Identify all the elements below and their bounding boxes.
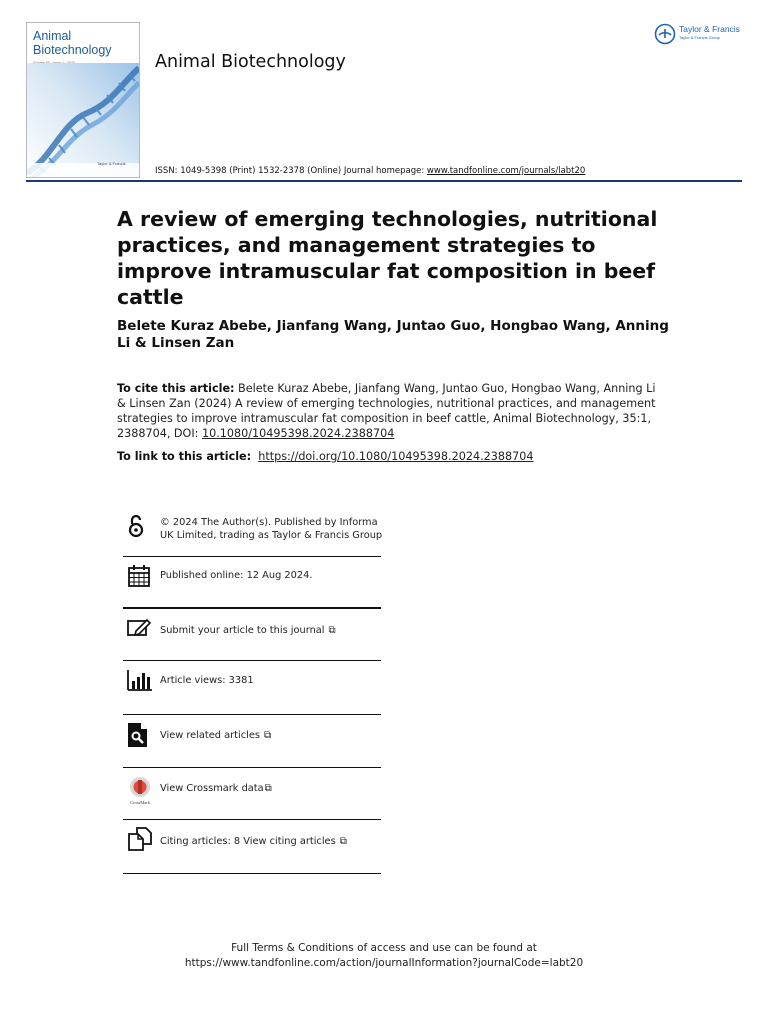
bar-chart-icon	[127, 669, 153, 691]
cite-doi-link[interactable]: 10.1080/10495398.2024.2388704	[201, 427, 395, 440]
divider	[123, 767, 381, 768]
article-views: Article views: 3381	[160, 675, 254, 686]
header-rule	[26, 180, 742, 182]
divider	[123, 660, 381, 661]
crossmark-link[interactable]	[160, 783, 385, 796]
document-search-icon	[127, 722, 149, 748]
cover-publisher: Taylor & Francis	[97, 161, 126, 166]
divider	[123, 714, 381, 715]
cover-title-line1: Animal	[33, 29, 72, 43]
article-doi-link[interactable]: https://doi.org/10.1080/10495398.2024.2388704	[258, 450, 534, 463]
edit-icon	[127, 617, 151, 639]
cover-title	[33, 29, 112, 57]
published-date: Published online: 12 Aug 2024.	[160, 570, 313, 581]
crossmark-label: View Crossmark data	[160, 783, 264, 794]
publisher-group: Taylor & Francis Group	[679, 35, 720, 40]
crossmark-icon-label: CrossMark	[130, 800, 150, 805]
journal-cover	[26, 22, 140, 178]
divider	[123, 607, 381, 609]
citing-documents-icon	[127, 827, 153, 851]
divider	[123, 873, 381, 874]
publisher-brand: Taylor & Francis	[679, 24, 740, 34]
external-link-icon: ⧉	[328, 625, 336, 636]
open-access-text: © 2024 The Author(s). Published by Informa UK Limited, trading as Taylor & Francis Group	[160, 517, 383, 541]
article-authors: Belete Kuraz Abebe, Jianfang Wang, Juntao Guo, Hongbao Wang, Anning Li & Linsen Zan	[117, 318, 669, 351]
citing-articles-row[interactable]	[123, 823, 381, 873]
crossmark-row[interactable]	[123, 771, 381, 819]
crossmark-icon	[127, 776, 155, 806]
open-access-icon	[127, 514, 145, 538]
cite-label: To cite this article:	[117, 382, 235, 395]
article-title: A review of emerging technologies, nutritional practices, and management strategies to improve intramuscular fat composition in beef cattle	[117, 207, 658, 309]
divider	[123, 556, 381, 557]
journal-homepage-link[interactable]: www.tandfonline.com/journals/labt20	[426, 166, 586, 176]
calendar-icon	[127, 564, 151, 588]
citing-articles-label: Citing articles: 8 View citing articles	[160, 836, 336, 847]
issn-text: ISSN: 1049-5398 (Print) 1532-2378 (Online) Journal homepage:	[155, 166, 427, 176]
external-link-icon: ⧉	[264, 783, 272, 794]
article-link-line	[117, 449, 533, 464]
divider	[123, 819, 381, 820]
cite-text: Belete Kuraz Abebe, Jianfang Wang, Juntao Guo, Hongbao Wang, Anning Li & Linsen Zan (2024) A review of emerging technologies, nutritional practices, and management strategies to improve intramuscular fat composition in beef cattle, Animal Biotechnology, 35:1, 2388704, DOI:	[117, 382, 656, 440]
citing-articles-link[interactable]	[160, 836, 385, 849]
link-label: To link to this article:	[117, 450, 252, 463]
related-articles-link[interactable]	[160, 730, 385, 743]
related-articles-label: View related articles	[160, 730, 260, 741]
taylor-francis-logo-icon	[654, 23, 676, 45]
citation-block	[117, 381, 657, 441]
journal-name: Animal Biotechnology	[155, 52, 346, 72]
open-access-row	[123, 512, 381, 556]
external-link-icon: ⧉	[339, 836, 347, 847]
external-link-icon: ⧉	[263, 730, 272, 741]
submit-article-link[interactable]	[160, 625, 385, 638]
cover-title-line2: Biotechnology	[33, 43, 112, 57]
terms-url-link[interactable]: https://www.tandfonline.com/action/journalInformation?journalCode=labt20	[184, 957, 584, 969]
issn-line	[155, 166, 585, 176]
terms-line: Full Terms & Conditions of access and use can be found at	[231, 942, 537, 954]
submit-article-label: Submit your article to this journal	[160, 625, 325, 636]
published-row	[123, 560, 381, 607]
views-row	[123, 664, 381, 714]
submit-article-row[interactable]	[123, 612, 381, 660]
related-articles-row[interactable]	[123, 718, 381, 766]
